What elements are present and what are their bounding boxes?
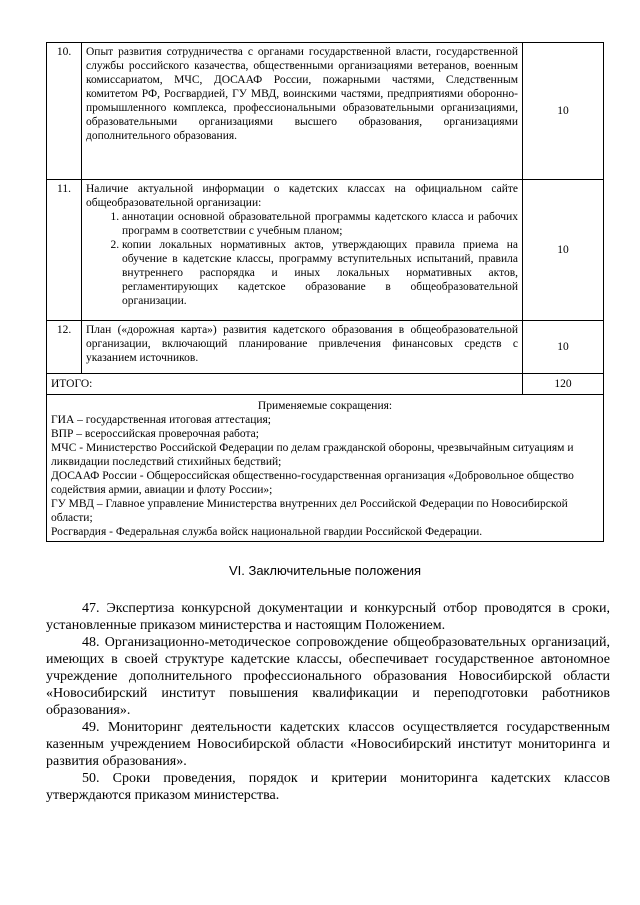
- final-provisions: [46, 600, 610, 804]
- row-text: Наличие актуальной информации о кадетских классах на официальном сайте общеобразовательной организации:: [86, 183, 518, 209]
- abbreviation-item: ДОСААФ России - Общероссийская общественно-государственная организация «Добровольное общество содействия армии, авиации и флоту России»;: [51, 470, 574, 496]
- abbreviation-item: ГИА – государственная итоговая аттестация;: [51, 414, 272, 426]
- total-row: [47, 374, 604, 395]
- total-label: ИТОГО:: [47, 374, 523, 395]
- paragraph-48: 48. Организационно-методическое сопровождение общеобразовательных организаций, имеющих в своей структуре кадетские классы, обеспечивает государственное автономное учреждение дополнительного профессионального образования Новосибирской области «Новосибирский институт повышения квалификации и переподготовки работников образования».: [46, 635, 610, 718]
- row-points: 10: [523, 180, 604, 321]
- section-title: VI. Заключительные положения: [228, 563, 422, 578]
- paragraph-49: 49. Мониторинг деятельности кадетских классов осуществляется государственным казенным учреждением Новосибирской области «Новосибирский институт мониторинга и развития образования».: [46, 720, 610, 769]
- abbreviations-title: Применяемые сокращения:: [257, 400, 393, 412]
- total-value: 120: [523, 374, 604, 395]
- row-text: План («дорожная карта») развития кадетского образования в общеобразовательной организации, включающий планирование привлечения финансовых средств с указанием источников.: [82, 321, 523, 374]
- list-item: 2. копии локальных нормативных актов, утверждающих правила приема на обучение в кадетские классы, программу вступительных испытаний, правила внутреннего распорядка и иных локальных нормативных актов, регламентирующих кадетское образование в общеобразовательной организации.: [122, 238, 518, 308]
- table-row: [47, 43, 604, 180]
- criteria-table: [46, 42, 604, 542]
- row-number: 11.: [47, 180, 82, 321]
- paragraph-47: 47. Экспертиза конкурсной документации и конкурсный отбор проводятся в сроки, установленные приказом министерства и настоящим Положением.: [46, 601, 610, 633]
- abbreviation-item: МЧС - Министерство Российской Федерации по делам гражданской обороны, чрезвычайным ситуациям и ликвидации последствий стихийных бедствий;: [51, 442, 574, 468]
- table-row: [47, 321, 604, 374]
- row-points: 10: [523, 43, 604, 180]
- abbreviation-item: ГУ МВД – Главное управление Министерства внутренних дел Российской Федерации по Новосибирской области;: [51, 498, 568, 524]
- row-points: 10: [523, 321, 604, 374]
- abbreviation-item: ВПР – всероссийская проверочная работа;: [51, 428, 259, 440]
- row-text-cell: [82, 180, 523, 321]
- row-number: 12.: [47, 321, 82, 374]
- paragraph-50: 50. Сроки проведения, порядок и критерии мониторинга кадетских классов утверждаются приказом министерства.: [46, 771, 610, 803]
- list-item: 1. аннотации основной образовательной программы кадетского класса и рабочих программ в соответствии с учебным планом;: [122, 210, 518, 238]
- row-item-list: [86, 210, 518, 308]
- abbreviation-item: Росгвардия - Федеральная служба войск национальной гвардии Российской Федерации.: [51, 526, 483, 538]
- abbreviations-cell: [47, 395, 604, 542]
- row-number: 10.: [47, 43, 82, 180]
- row-text: Опыт развития сотрудничества с органами государственной власти, государственной службы российского казачества, общественными организациями ветеранов, военным комиссариатом, МЧС, ДОСААФ России, пожарными частями, Следственным комитетом РФ, Росгвардией, ГУ МВД, воинскими частями, предприятиями оборонно-промышленного комплекса, профессиональными образовательными организациями, образовательными организациями высшего образования, организациями дополнительного образования.: [82, 43, 523, 180]
- table-row: [47, 180, 604, 321]
- abbreviations-row: [47, 395, 604, 542]
